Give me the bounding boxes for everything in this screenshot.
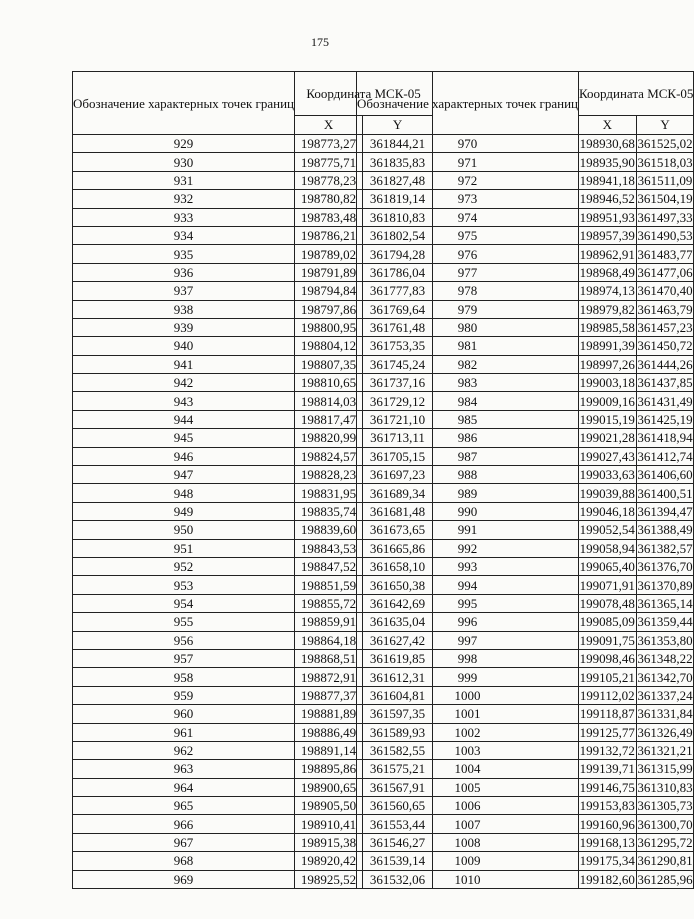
point-number: 1010 [357,870,579,888]
point-number: 956 [73,631,295,649]
coord-y: 361348,22 [637,651,693,667]
coord-y: 361567,91 [363,778,433,796]
coord-y: 361321,21 [637,743,693,759]
coord-y: 361477,06 [637,264,693,280]
point-number: 1005 [357,778,579,796]
coord-y: 361394,47 [637,504,693,519]
coord-x: 198877,37 [295,686,363,704]
table-row [357,429,694,447]
point-number: 964 [73,778,295,796]
coord-y: 361794,28 [363,245,433,263]
table-row [357,502,694,520]
point-number: 929 [73,135,295,153]
point-number: 955 [73,613,295,631]
coord-y: 361285,96 [637,871,693,887]
coord-y: 361713,11 [363,429,433,447]
coord-y: 361737,16 [363,374,433,392]
table-row [357,594,694,612]
coord-y: 361635,04 [363,613,433,631]
coord-y: 361619,85 [363,649,433,667]
coord-y: 361400,51 [637,485,693,501]
point-number: 1000 [357,686,579,704]
coord-x: 199065,40 [579,559,635,575]
coord-x: 199105,21 [579,669,635,685]
point-number: 982 [357,355,579,373]
coord-x: 198951,93 [579,209,635,225]
coord-y: 361658,10 [363,557,433,575]
coord-y: 361511,09 [637,172,693,188]
coord-y: 361326,49 [637,724,693,740]
table-body-right [357,135,694,889]
coord-y: 361376,70 [637,559,693,575]
table-row [357,337,694,355]
coord-x: 198946,52 [579,191,635,207]
table-row [357,300,694,318]
point-number: 934 [73,226,295,244]
coord-y: 361370,89 [637,577,693,593]
table-row [357,631,694,649]
coord-x: 198941,18 [579,172,635,188]
table-row [357,466,694,484]
point-number: 930 [73,153,295,171]
coord-x: 198807,35 [295,355,363,373]
coord-x: 198886,49 [295,723,363,741]
coord-x: 199078,48 [579,595,635,611]
point-number: 969 [73,870,295,888]
coord-x: 199132,72 [579,743,635,759]
coord-x: 199175,34 [579,853,635,869]
coord-y: 361337,24 [637,687,693,703]
coord-x: 198817,47 [295,410,363,428]
point-number: 970 [357,135,579,153]
point-number: 1001 [357,705,579,723]
coord-y: 361290,81 [637,853,693,869]
point-number: 974 [357,208,579,226]
point-number: 1003 [357,741,579,759]
point-number: 967 [73,833,295,851]
coord-y: 361382,57 [637,540,693,556]
coord-y: 361786,04 [363,263,433,281]
coord-x: 198814,03 [295,392,363,410]
coord-x: 199027,43 [579,448,635,464]
table-row [357,870,694,888]
point-number: 957 [73,649,295,667]
coord-y: 361802,54 [363,226,433,244]
coord-y: 361463,79 [637,301,693,317]
point-number: 998 [357,649,579,667]
coord-x: 198789,02 [295,245,363,263]
coordinates-table-right [356,71,694,889]
table-row [357,576,694,594]
point-number: 961 [73,723,295,741]
coord-y: 361844,21 [363,135,433,153]
table-row [357,190,694,208]
coord-x: 198773,27 [295,135,363,153]
coord-y: 361705,15 [363,447,433,465]
point-number: 994 [357,576,579,594]
point-number: 999 [357,668,579,686]
coord-x: 198831,95 [295,484,363,502]
point-number: 932 [73,190,295,208]
table-row [357,484,694,502]
table-row [357,135,694,153]
coord-y: 361518,03 [637,154,693,170]
coord-y: 361681,48 [363,502,433,520]
header-point-label: Обозначение характерных точек границ [73,72,295,135]
coord-x: 199098,46 [579,651,635,667]
coord-y: 361560,65 [363,797,433,815]
coord-x: 198991,39 [579,338,635,354]
point-number: 949 [73,502,295,520]
coord-y: 361305,73 [637,798,693,814]
coord-x: 198859,91 [295,613,363,631]
coord-x: 198872,91 [295,668,363,686]
coord-y: 361359,44 [637,614,693,630]
table-row [357,833,694,851]
point-number: 991 [357,521,579,539]
point-number: 947 [73,466,295,484]
point-number: 938 [73,300,295,318]
coord-y: 361546,27 [363,833,433,851]
coord-y: 361315,99 [637,761,693,777]
point-number: 1007 [357,815,579,833]
table-row [357,226,694,244]
point-number: 996 [357,613,579,631]
coord-x: 198974,13 [579,283,635,299]
point-number: 941 [73,355,295,373]
coord-x: 198891,14 [295,741,363,759]
coord-x: 199071,91 [579,577,635,593]
coord-y: 361388,49 [637,522,693,538]
point-number: 948 [73,484,295,502]
coord-x: 199003,18 [579,375,635,391]
coord-x: 198868,51 [295,649,363,667]
coord-y: 361444,26 [637,356,693,372]
coord-y: 361642,69 [363,594,433,612]
coord-x: 199046,18 [579,504,635,519]
coord-x: 198828,23 [295,466,363,484]
coord-y: 361365,14 [637,595,693,611]
point-number: 995 [357,594,579,612]
coord-x: 199160,96 [579,816,635,832]
point-number: 939 [73,318,295,336]
table-row [357,447,694,465]
coord-y: 361627,42 [363,631,433,649]
coord-y: 361612,31 [363,668,433,686]
coord-y: 361310,83 [637,779,693,795]
coord-x: 199039,88 [579,485,635,501]
coord-y: 361819,14 [363,190,433,208]
table-row [357,668,694,686]
coord-x: 198843,53 [295,539,363,557]
coord-x: 198855,72 [295,594,363,612]
coord-y: 361300,70 [637,816,693,832]
coord-x: 199118,87 [579,706,635,722]
coord-x: 199085,09 [579,614,635,630]
point-number: 1004 [357,760,579,778]
point-number: 978 [357,282,579,300]
coord-x: 199052,54 [579,522,635,538]
coord-y: 361729,12 [363,392,433,410]
coord-x: 198881,89 [295,705,363,723]
coord-y: 361470,40 [637,283,693,299]
point-number: 1006 [357,797,579,815]
coord-x: 198775,71 [295,153,363,171]
coord-y: 361490,53 [637,228,693,244]
point-number: 976 [357,245,579,263]
point-number: 973 [357,190,579,208]
point-number: 958 [73,668,295,686]
header-x: X [295,116,363,135]
coord-y: 361721,10 [363,410,433,428]
coord-y: 361353,80 [637,632,693,648]
point-number: 981 [357,337,579,355]
point-number: 980 [357,318,579,336]
coord-x: 198786,21 [295,226,363,244]
table-row [357,374,694,392]
coord-x: 199033,63 [579,467,635,483]
coord-x: 198847,52 [295,557,363,575]
point-number: 992 [357,539,579,557]
coord-y: 361673,65 [363,521,433,539]
table-row [357,521,694,539]
coord-x: 199009,16 [579,393,635,409]
coord-y: 361650,38 [363,576,433,594]
coord-x: 198804,12 [295,337,363,355]
coord-x: 198968,49 [579,264,635,280]
point-number: 1002 [357,723,579,741]
coord-x: 198791,89 [295,263,363,281]
header-y: Y [636,116,694,135]
table-row [357,741,694,759]
point-number: 966 [73,815,295,833]
coord-x: 198839,60 [295,521,363,539]
table-row [357,263,694,281]
coord-y: 361575,21 [363,760,433,778]
table-row [357,778,694,796]
point-number: 959 [73,686,295,704]
coord-x: 199091,75 [579,632,635,648]
coord-y: 361777,83 [363,282,433,300]
table-row [357,649,694,667]
coord-x: 198957,39 [579,228,635,244]
point-number: 944 [73,410,295,428]
point-number: 997 [357,631,579,649]
header-coordinate: Координата МСК-05 [295,72,433,116]
coord-y: 361827,48 [363,171,433,189]
point-number: 989 [357,484,579,502]
table-row [357,282,694,300]
coord-y: 361689,34 [363,484,433,502]
coord-y: 361582,55 [363,741,433,759]
point-number: 942 [73,374,295,392]
coord-y: 361483,77 [637,246,693,262]
coord-y: 361835,83 [363,153,433,171]
point-number: 979 [357,300,579,318]
coord-y: 361745,24 [363,355,433,373]
point-number: 945 [73,429,295,447]
point-number: 986 [357,429,579,447]
coord-x: 199125,77 [579,724,635,740]
coord-y: 361457,23 [637,320,693,336]
table-row [357,410,694,428]
coord-x: 198900,65 [295,778,363,796]
point-number: 954 [73,594,295,612]
coord-x: 199182,60 [579,871,635,887]
coord-y: 361418,94 [637,430,693,446]
point-number: 952 [73,557,295,575]
table-row [357,760,694,778]
coord-y: 361497,33 [637,209,693,225]
table-row [357,686,694,704]
point-number: 990 [357,502,579,520]
table-row [357,815,694,833]
point-number: 933 [73,208,295,226]
point-number: 937 [73,282,295,300]
coord-y: 361425,19 [637,412,693,428]
page-number: 175 [311,35,329,49]
header-coordinate: Координата МСК-05 [579,72,694,116]
point-number: 962 [73,741,295,759]
coord-y: 361539,14 [363,852,433,870]
point-number: 931 [73,171,295,189]
point-number: 988 [357,466,579,484]
table-row [357,852,694,870]
table-row [357,153,694,171]
point-number: 965 [73,797,295,815]
coord-x: 198985,58 [579,320,635,336]
point-number: 963 [73,760,295,778]
coord-x: 199146,75 [579,779,635,795]
table-row [357,557,694,575]
coord-x: 198915,38 [295,833,363,851]
header-x: X [579,116,637,135]
coord-y: 361753,35 [363,337,433,355]
coord-y: 361295,72 [637,835,693,851]
coord-y: 361450,72 [637,338,693,354]
coord-y: 361525,02 [637,136,693,152]
point-number: 943 [73,392,295,410]
coord-y: 361406,60 [637,467,693,483]
coord-x: 198925,52 [295,870,363,888]
table-row [357,797,694,815]
coord-y: 361431,49 [637,393,693,409]
point-number: 984 [357,392,579,410]
table-row [357,318,694,336]
coord-y: 361532,06 [363,870,433,888]
coord-y: 361761,48 [363,318,433,336]
point-number: 936 [73,263,295,281]
table-row [357,245,694,263]
table-row [357,171,694,189]
point-number: 1009 [357,852,579,870]
point-number: 940 [73,337,295,355]
coord-y: 361331,84 [637,706,693,722]
coord-x: 199058,94 [579,540,635,556]
coord-x: 199139,71 [579,761,635,777]
point-number: 1008 [357,833,579,851]
coord-x: 198820,99 [295,429,363,447]
coord-x: 198778,23 [295,171,363,189]
coord-x: 198780,82 [295,190,363,208]
coord-x: 198930,68 [579,136,635,152]
coord-x: 198851,59 [295,576,363,594]
coord-y: 361597,35 [363,705,433,723]
header-y: Y [363,116,433,135]
coord-x: 198905,50 [295,797,363,815]
point-number: 950 [73,521,295,539]
coord-y: 361412,74 [637,448,693,464]
point-number: 993 [357,557,579,575]
coord-y: 361504,19 [637,191,693,207]
point-number: 960 [73,705,295,723]
coord-y: 361553,44 [363,815,433,833]
coord-y: 361697,23 [363,466,433,484]
table-row [357,613,694,631]
table-row [357,539,694,557]
coord-x: 198895,86 [295,760,363,778]
coord-x: 199168,13 [579,835,635,851]
table-row [357,723,694,741]
coord-y: 361769,64 [363,300,433,318]
point-number: 985 [357,410,579,428]
point-number: 968 [73,852,295,870]
coord-x: 198794,84 [295,282,363,300]
coord-x: 198920,42 [295,852,363,870]
coord-x: 198783,48 [295,208,363,226]
point-number: 983 [357,374,579,392]
coord-x: 198910,41 [295,815,363,833]
coord-y: 361665,86 [363,539,433,557]
coord-x: 198835,74 [295,502,363,520]
point-number: 975 [357,226,579,244]
coord-x: 199015,19 [579,412,635,428]
coord-x: 198962,91 [579,246,635,262]
coord-y: 361589,93 [363,723,433,741]
point-number: 946 [73,447,295,465]
point-number: 971 [357,153,579,171]
coord-x: 199112,02 [579,687,635,703]
coord-x: 198935,90 [579,154,635,170]
coord-x: 198810,65 [295,374,363,392]
table-row [357,705,694,723]
header-point-label: Обозначение характерных точек границ [357,72,579,135]
point-number: 935 [73,245,295,263]
table-row [357,355,694,373]
coord-x: 198997,26 [579,356,635,372]
coord-x: 198797,86 [295,300,363,318]
table-row [357,392,694,410]
coord-y: 361342,70 [637,669,693,685]
coord-y: 361810,83 [363,208,433,226]
point-number: 987 [357,447,579,465]
coord-x: 198979,82 [579,301,635,317]
table-row [357,208,694,226]
coord-x: 199021,28 [579,430,635,446]
coord-x: 198824,57 [295,447,363,465]
point-number: 977 [357,263,579,281]
point-number: 951 [73,539,295,557]
coord-x: 198800,95 [295,318,363,336]
coord-y: 361604,81 [363,686,433,704]
coord-x: 199153,83 [579,798,635,814]
point-number: 972 [357,171,579,189]
point-number: 953 [73,576,295,594]
coord-x: 198864,18 [295,631,363,649]
coord-y: 361437,85 [637,375,693,391]
